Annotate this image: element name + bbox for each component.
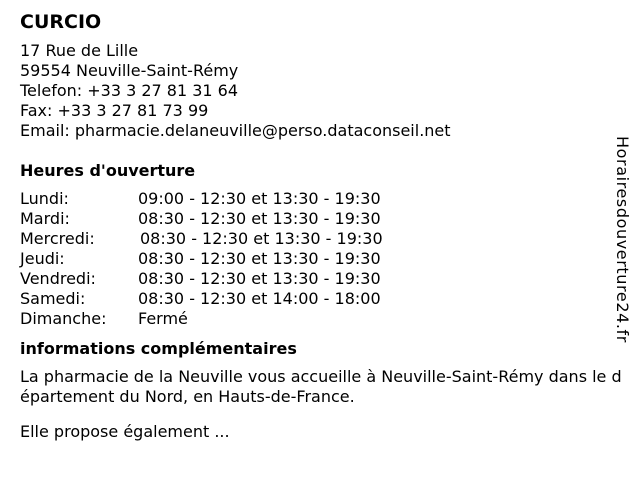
- hours-row-thursday: [20, 249, 620, 269]
- hours-row-sunday: [20, 309, 620, 329]
- additional-info-heading: informations complémentaires: [20, 339, 297, 358]
- hours-row-monday: [20, 189, 620, 209]
- day-label: Vendredi:: [20, 269, 96, 288]
- email-address: Email: pharmacie.delaneuville@perso.dataconseil.net: [20, 121, 451, 140]
- time-range: 08:30 - 12:30 et 13:30 - 19:30: [138, 269, 381, 288]
- time-range: 08:30 - 12:30 et 14:00 - 18:00: [138, 289, 381, 308]
- services-paragraph: Elle propose également ...: [20, 422, 230, 441]
- description-paragraph: La pharmacie de la Neuville vous accueille à Neuville-Saint-Rémy dans le département du Nord, en Hauts-de-France.: [20, 367, 622, 406]
- day-label: Dimanche:: [20, 309, 107, 328]
- pharmacy-name: CURCIO: [20, 11, 102, 33]
- time-range: 08:30 - 12:30 et 13:30 - 19:30: [138, 209, 381, 228]
- day-label: Samedi:: [20, 289, 86, 308]
- opening-hours-heading: Heures d'ouverture: [20, 161, 196, 180]
- day-label: Lundi:: [20, 189, 69, 208]
- time-range: Fermé: [138, 309, 188, 328]
- opening-hours-table: [20, 189, 620, 329]
- phone-number: Telefon: +33 3 27 81 31 64: [20, 81, 239, 100]
- time-range: 09:00 - 12:30 et 13:30 - 19:30: [138, 189, 381, 208]
- address-city: 59554 Neuville-Saint-Rémy: [20, 61, 239, 80]
- pharmacy-card: [20, 10, 620, 457]
- site-watermark: Horairesdouverture24.fr: [613, 136, 632, 343]
- hours-row-wednesday: [20, 229, 620, 249]
- day-label: Mercredi:: [20, 229, 95, 248]
- day-label: Mardi:: [20, 209, 70, 228]
- time-range: 08:30 - 12:30 et 13:30 - 19:30: [138, 249, 381, 268]
- hours-row-friday: [20, 269, 620, 289]
- fax-number: Fax: +33 3 27 81 73 99: [20, 101, 209, 120]
- day-label: Jeudi:: [20, 249, 65, 268]
- hours-row-tuesday: [20, 209, 620, 229]
- address-street: 17 Rue de Lille: [20, 41, 139, 60]
- contact-block: [20, 41, 620, 141]
- time-range: 08:30 - 12:30 et 13:30 - 19:30: [140, 229, 383, 248]
- hours-row-saturday: [20, 289, 620, 309]
